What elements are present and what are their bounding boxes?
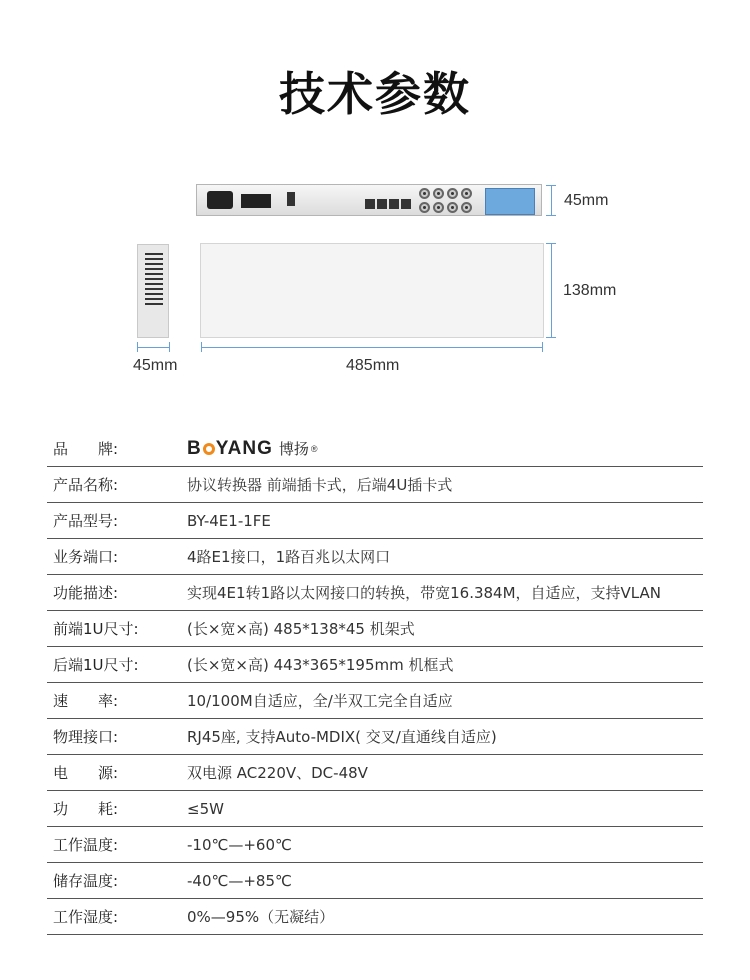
- spec-value: ≤5W: [187, 791, 703, 827]
- bnc-connector-icon: [433, 202, 444, 213]
- case-height-label: 138mm: [563, 282, 617, 299]
- bnc-connector-icon: [461, 188, 472, 199]
- bnc-connector-icon: [447, 188, 458, 199]
- spec-row: [47, 719, 703, 755]
- spec-row: [47, 899, 703, 935]
- spec-value: 4路E1接口，1路百兆以太网口: [187, 539, 703, 575]
- spec-label: 业务端口:: [47, 539, 187, 575]
- vent-slot: [145, 298, 163, 300]
- vent-slot: [145, 293, 163, 295]
- spec-row: [47, 575, 703, 611]
- rj45-port-icon: [377, 199, 387, 209]
- spec-label: 品 牌:: [47, 431, 187, 467]
- side-width-label: 45mm: [133, 357, 178, 374]
- spec-value: 10/100M自适应，全/半双工完全自适应: [187, 683, 703, 719]
- spec-value: 实现4E1转1路以太网接口的转换，带宽16.384M，自适应，支持VLAN: [187, 575, 703, 611]
- dimension-tick: [169, 342, 170, 352]
- dimension-tick: [546, 337, 556, 338]
- vent-slot: [145, 258, 163, 260]
- spec-label: 储存温度:: [47, 863, 187, 899]
- boyang-logo: [187, 438, 318, 460]
- bnc-connector-icon: [447, 202, 458, 213]
- case-view-image: [200, 243, 544, 338]
- spec-label: 前端1U尺寸:: [47, 611, 187, 647]
- spec-value: (长×宽×高) 443*365*195mm 机框式: [187, 647, 703, 683]
- spec-label: 产品型号:: [47, 503, 187, 539]
- product-label-sticker: [485, 188, 535, 215]
- spec-row: [47, 647, 703, 683]
- logo-chinese: 博扬: [278, 441, 309, 458]
- spec-value: -40℃—+85℃: [187, 863, 703, 899]
- registered-mark: ®: [310, 443, 318, 454]
- spec-label: 产品名称:: [47, 467, 187, 503]
- spec-value: 双电源 AC220V、DC-48V: [187, 755, 703, 791]
- spec-table: [47, 431, 703, 935]
- spec-value: -10℃—+60℃: [187, 827, 703, 863]
- width-label: 485mm: [346, 357, 400, 374]
- dimension-tick: [546, 215, 556, 216]
- spec-label: 工作温度:: [47, 827, 187, 863]
- bnc-connector-icon: [419, 202, 430, 213]
- front-height-label: 45mm: [564, 192, 609, 209]
- bnc-connector-icon: [419, 188, 430, 199]
- spec-label: 工作湿度:: [47, 899, 187, 935]
- spec-row: [47, 611, 703, 647]
- spec-row: [47, 503, 703, 539]
- logo-o-icon: [203, 443, 215, 455]
- vent-slot: [145, 303, 163, 305]
- power-socket-icon: [207, 191, 233, 209]
- spec-value: RJ45座, 支持Auto-MDIX( 交叉/直通线自适应): [187, 719, 703, 755]
- spec-value: [187, 431, 703, 467]
- dimension-line: [551, 185, 552, 215]
- bnc-connector-icon: [433, 188, 444, 199]
- vent-slot: [145, 253, 163, 255]
- spec-label: 功能描述:: [47, 575, 187, 611]
- spec-label: 功 耗:: [47, 791, 187, 827]
- spec-label: 物理接口:: [47, 719, 187, 755]
- spec-row: [47, 791, 703, 827]
- vent-slot: [145, 288, 163, 290]
- power-switch-icon: [287, 192, 295, 206]
- vent-slot: [145, 283, 163, 285]
- rj45-port-icon: [389, 199, 399, 209]
- rj45-port-icon: [365, 199, 375, 209]
- spec-row: [47, 539, 703, 575]
- logo-latin-b: B: [187, 437, 202, 459]
- spec-label: 速 率:: [47, 683, 187, 719]
- logo-latin-yang: YANG: [215, 437, 273, 459]
- spec-row: [47, 467, 703, 503]
- spec-row: [47, 683, 703, 719]
- spec-row: [47, 827, 703, 863]
- terminal-block-icon: [241, 194, 271, 208]
- vent-slot: [145, 273, 163, 275]
- spec-value: 协议转换器 前端插卡式，后端4U插卡式: [187, 467, 703, 503]
- page-title: 技术参数: [279, 67, 471, 121]
- dimension-tick: [542, 342, 543, 352]
- spec-row: [47, 863, 703, 899]
- spec-value: (长×宽×高) 485*138*45 机架式: [187, 611, 703, 647]
- spec-row-brand: [47, 431, 703, 467]
- vent-slot: [145, 268, 163, 270]
- spec-label: 后端1U尺寸:: [47, 647, 187, 683]
- dimension-line: [201, 347, 543, 348]
- dimension-line: [551, 243, 552, 338]
- vent-slot: [145, 263, 163, 265]
- dimension-line: [137, 347, 170, 348]
- front-panel-image: [196, 184, 542, 216]
- spec-value: BY-4E1-1FE: [187, 503, 703, 539]
- bnc-connector-icon: [461, 202, 472, 213]
- spec-value: 0%—95%（无凝结）: [187, 899, 703, 935]
- side-view-image: [137, 244, 169, 338]
- rj45-port-icon: [401, 199, 411, 209]
- spec-label: 电 源:: [47, 755, 187, 791]
- vent-slot: [145, 278, 163, 280]
- spec-row: [47, 755, 703, 791]
